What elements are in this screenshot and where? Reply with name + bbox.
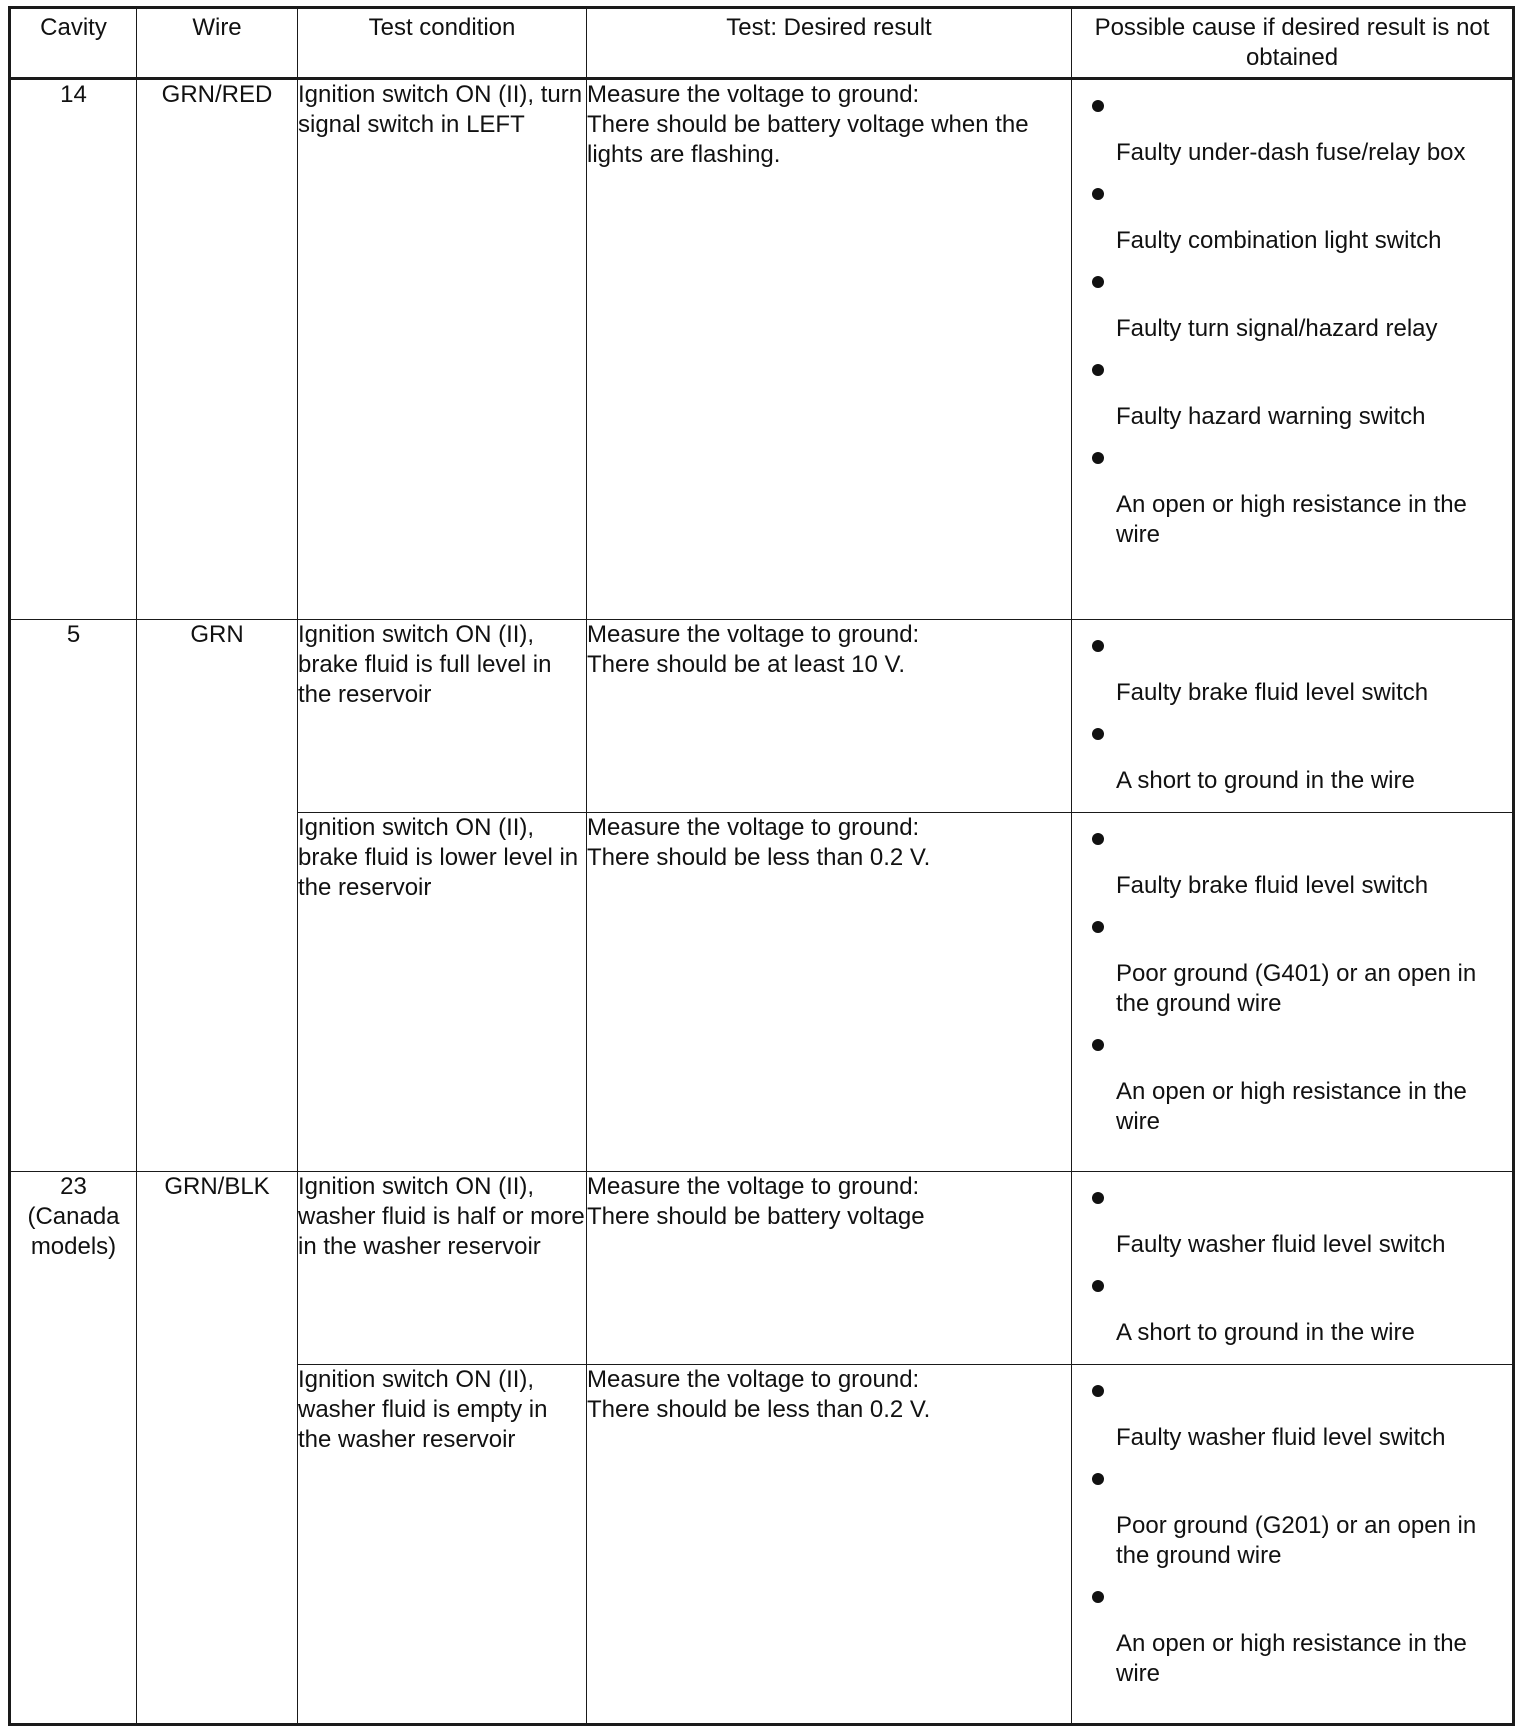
desired-result-cell	[587, 620, 1072, 813]
possible-cause-cell	[1072, 620, 1514, 813]
list-item	[1072, 728, 1512, 796]
bullet-icon	[1092, 188, 1104, 200]
list-item	[1072, 100, 1512, 168]
cause-text: Poor ground (G401) or an open in the ground wire	[1116, 960, 1477, 1017]
cause-text: Faulty hazard warning switch	[1116, 403, 1426, 430]
cause-text: A short to ground in the wire	[1116, 1319, 1415, 1346]
cavity-cell: 14	[10, 79, 137, 620]
list-item	[1072, 1591, 1512, 1689]
cause-list	[1072, 1385, 1512, 1689]
cause-text: An open or high resistance in the wire	[1116, 491, 1467, 548]
test-condition-cell: Ignition switch ON (II), brake fluid is lower level in the reservoir	[298, 813, 587, 1172]
bullet-icon	[1092, 728, 1104, 740]
list-item	[1072, 921, 1512, 1019]
result-line: Measure the voltage to ground:	[587, 814, 920, 841]
cause-text: An open or high resistance in the wire	[1116, 1630, 1467, 1687]
test-condition-cell: Ignition switch ON (II), washer fluid is half or more in the washer reservoir	[298, 1172, 587, 1365]
cavity-cell: 5	[10, 620, 137, 1172]
cause-text: Faulty turn signal/hazard relay	[1116, 315, 1438, 342]
bullet-icon	[1092, 1192, 1104, 1204]
cause-text: A short to ground in the wire	[1116, 767, 1415, 794]
desired-result-cell	[587, 1172, 1072, 1365]
possible-cause-cell	[1072, 79, 1514, 620]
test-condition-cell: Ignition switch ON (II), turn signal switch in LEFT	[298, 79, 587, 620]
bullet-icon	[1092, 833, 1104, 845]
list-item	[1072, 640, 1512, 708]
cause-text: Faulty brake fluid level switch	[1116, 679, 1429, 706]
result-line: There should be battery voltage when the lights are flashing.	[587, 111, 1029, 168]
cause-list	[1072, 100, 1512, 550]
bullet-icon	[1092, 1591, 1104, 1603]
possible-cause-cell	[1072, 1172, 1514, 1365]
list-item	[1072, 188, 1512, 256]
bullet-icon	[1092, 1280, 1104, 1292]
list-item	[1072, 276, 1512, 344]
list-item	[1072, 833, 1512, 901]
result-line: There should be battery voltage	[587, 1203, 925, 1230]
bullet-icon	[1092, 640, 1104, 652]
list-item	[1072, 1280, 1512, 1348]
cause-text: Poor ground (G201) or an open in the ground wire	[1116, 1512, 1477, 1569]
result-line: Measure the voltage to ground:	[587, 621, 920, 648]
result-line: Measure the voltage to ground:	[587, 1366, 920, 1393]
header-wire: Wire	[137, 8, 298, 79]
table-row	[10, 1172, 1514, 1365]
cause-text: Faulty combination light switch	[1116, 227, 1442, 254]
list-item	[1072, 1192, 1512, 1260]
header-test-condition: Test condition	[298, 8, 587, 79]
result-line: There should be at least 10 V.	[587, 651, 905, 678]
bullet-icon	[1092, 1385, 1104, 1397]
bullet-icon	[1092, 100, 1104, 112]
result-line: There should be less than 0.2 V.	[587, 844, 931, 871]
test-condition-cell: Ignition switch ON (II), brake fluid is full level in the reservoir	[298, 620, 587, 813]
desired-result-cell	[587, 813, 1072, 1172]
bullet-icon	[1092, 1473, 1104, 1485]
bullet-icon	[1092, 1039, 1104, 1051]
diagnostic-table	[8, 6, 1515, 1726]
result-line: There should be less than 0.2 V.	[587, 1396, 931, 1423]
cause-list	[1072, 640, 1512, 796]
header-cavity: Cavity	[10, 8, 137, 79]
bullet-icon	[1092, 364, 1104, 376]
bullet-icon	[1092, 276, 1104, 288]
table-row	[10, 79, 1514, 620]
desired-result-cell	[587, 1365, 1072, 1725]
result-line: Measure the voltage to ground:	[587, 1173, 920, 1200]
list-item	[1072, 364, 1512, 432]
list-item	[1072, 452, 1512, 550]
list-item	[1072, 1473, 1512, 1571]
possible-cause-cell	[1072, 1365, 1514, 1725]
table-row	[10, 620, 1514, 813]
cause-text: Faulty under-dash fuse/relay box	[1116, 139, 1466, 166]
result-line: Measure the voltage to ground:	[587, 81, 920, 108]
cause-text: Faulty washer fluid level switch	[1116, 1231, 1446, 1258]
cavity-cell: 23 (Canada models)	[10, 1172, 137, 1725]
wire-cell: GRN/BLK	[137, 1172, 298, 1725]
cause-text: An open or high resistance in the wire	[1116, 1078, 1467, 1135]
header-possible-cause: Possible cause if desired result is not obtained	[1072, 8, 1514, 79]
cause-list	[1072, 1192, 1512, 1348]
test-condition-cell: Ignition switch ON (II), washer fluid is empty in the washer reservoir	[298, 1365, 587, 1725]
cause-list	[1072, 833, 1512, 1137]
cause-text: Faulty washer fluid level switch	[1116, 1424, 1446, 1451]
list-item	[1072, 1039, 1512, 1137]
header-desired-result: Test: Desired result	[587, 8, 1072, 79]
header-row	[10, 8, 1514, 79]
wire-cell: GRN	[137, 620, 298, 1172]
cause-text: Faulty brake fluid level switch	[1116, 872, 1429, 899]
desired-result-cell	[587, 79, 1072, 620]
list-item	[1072, 1385, 1512, 1453]
wire-cell: GRN/RED	[137, 79, 298, 620]
bullet-icon	[1092, 921, 1104, 933]
possible-cause-cell	[1072, 813, 1514, 1172]
bullet-icon	[1092, 452, 1104, 464]
